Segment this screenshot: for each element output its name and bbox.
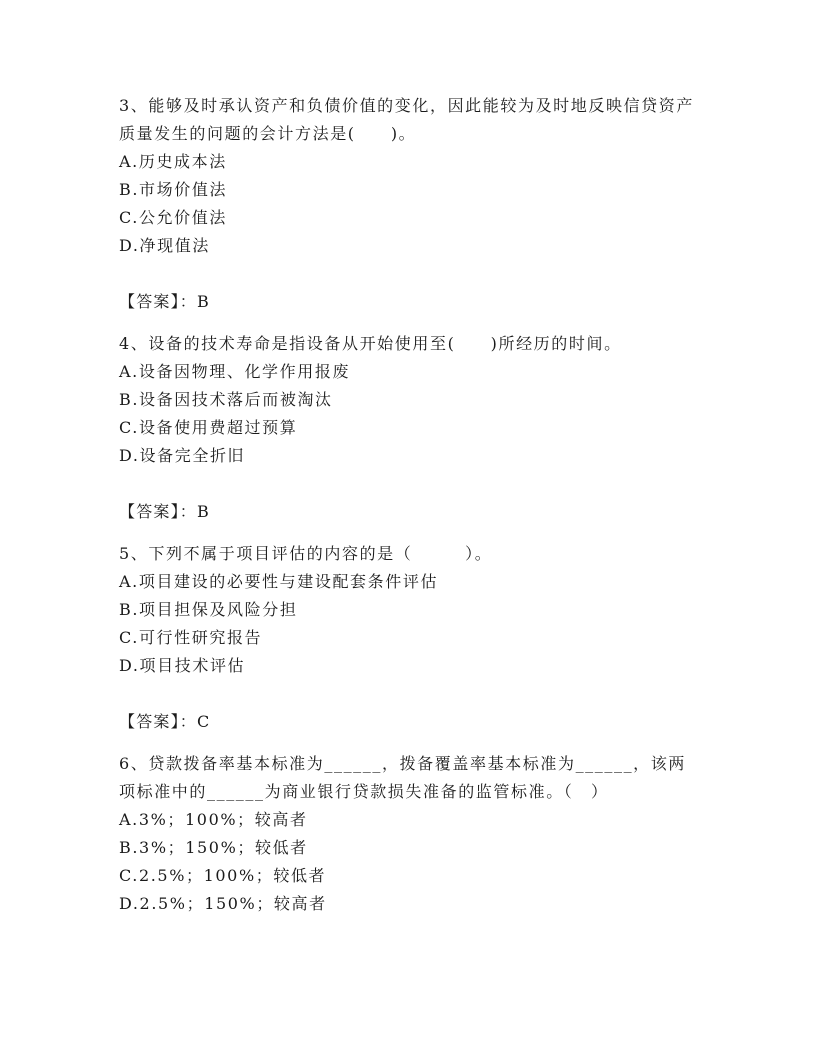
option-d: D.项目技术评估: [119, 656, 246, 675]
answer-line: 【答案】：B: [119, 502, 210, 521]
option-c: C.可行性研究报告: [119, 628, 263, 647]
option-a: A.项目建设的必要性与建设配套条件评估: [119, 572, 439, 591]
option-b: B.市场价值法: [119, 180, 228, 199]
option-d: D.净现值法: [119, 236, 210, 255]
answer-line: 【答案】：C: [119, 712, 211, 731]
question-stem: 6、贷款拨备率基本标准为______，拨备覆盖率基本标准为______，该两项标准中的______为商业银行贷款损失准备的监管标准。（ ）: [119, 754, 686, 801]
option-b: B.3%；150%；较低者: [119, 838, 308, 857]
answer-line: 【答案】：B: [119, 292, 210, 311]
option-a: A.3%；100%；较高者: [119, 810, 308, 829]
option-c: C.公允价值法: [119, 208, 227, 227]
option-c: C.2.5%；100%；较低者: [119, 866, 327, 885]
question-4: [119, 330, 699, 526]
option-b: B.项目担保及风险分担: [119, 600, 298, 619]
question-5: [119, 540, 699, 736]
option-c: C.设备使用费超过预算: [119, 418, 298, 437]
question-6: [119, 750, 699, 918]
question-stem: 4、设备的技术寿命是指设备从开始使用至( )所经历的时间。: [119, 334, 622, 353]
option-a: A.设备因物理、化学作用报废: [119, 362, 351, 381]
question-3: [119, 92, 699, 316]
option-a: A.历史成本法: [119, 152, 227, 171]
document-page: [119, 92, 699, 918]
option-d: D.设备完全折旧: [119, 446, 246, 465]
question-stem: 3、能够及时承认资产和负债价值的变化，因此能较为及时地反映信贷资产质量发生的问题的会计方法是( )。: [119, 96, 694, 143]
option-b: B.设备因技术落后而被淘汰: [119, 390, 333, 409]
question-stem: 5、下列不属于项目评估的内容的是（ ）。: [119, 544, 493, 563]
option-d: D.2.5%；150%；较高者: [119, 894, 327, 913]
